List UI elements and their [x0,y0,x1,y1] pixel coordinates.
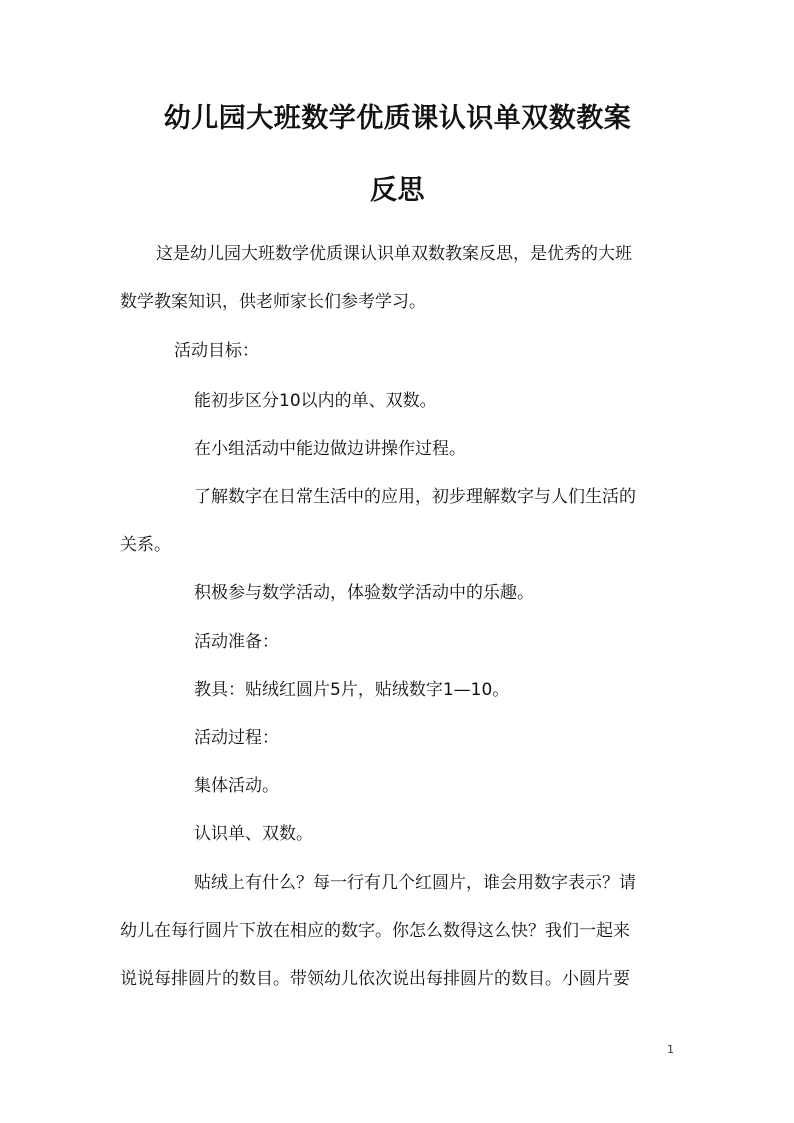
intro-line-2: 数学教案知识，供老师家长们参考学习。 [120,292,426,312]
document-title-line-2: 反思 [370,175,425,206]
paragraph-line-1: 贴绒上有什么？每一行有几个红圆片，谁会用数字表示？请 [194,873,636,893]
process-item-2: 认识单、双数。 [194,824,313,844]
goal-item-3-line-2: 关系。 [120,535,171,555]
prep-heading: 活动准备： [194,632,279,652]
prep-item: 教具：贴绒红圆片5片，贴绒数字1—10。 [194,680,510,700]
intro-line-1: 这是幼儿园大班数学优质课认识单双数教案反思，是优秀的大班 [156,244,632,264]
page-number: 1 [667,1043,674,1056]
goal-item-2: 在小组活动中能边做边讲操作过程。 [194,439,466,459]
goals-heading: 活动目标： [174,341,259,361]
goal-item-3-line-1: 了解数字在日常生活中的应用，初步理解数字与人们生活的 [194,487,636,507]
goal-item-1: 能初步区分10以内的单、双数。 [194,391,437,411]
goal-item-4: 积极参与数学活动，体验数学活动中的乐趣。 [194,583,534,603]
process-heading: 活动过程： [194,728,279,748]
process-item-1: 集体活动。 [194,776,279,796]
paragraph-line-2: 幼儿在每行圆片下放在相应的数字。你怎么数得这么快？我们一起来 [120,921,630,941]
paragraph-line-3: 说说每排圆片的数目。带领幼儿依次说出每排圆片的数目。小圆片要 [120,969,630,989]
document-title-line-1: 幼儿园大班数学优质课认识单双数教案 [163,103,632,134]
